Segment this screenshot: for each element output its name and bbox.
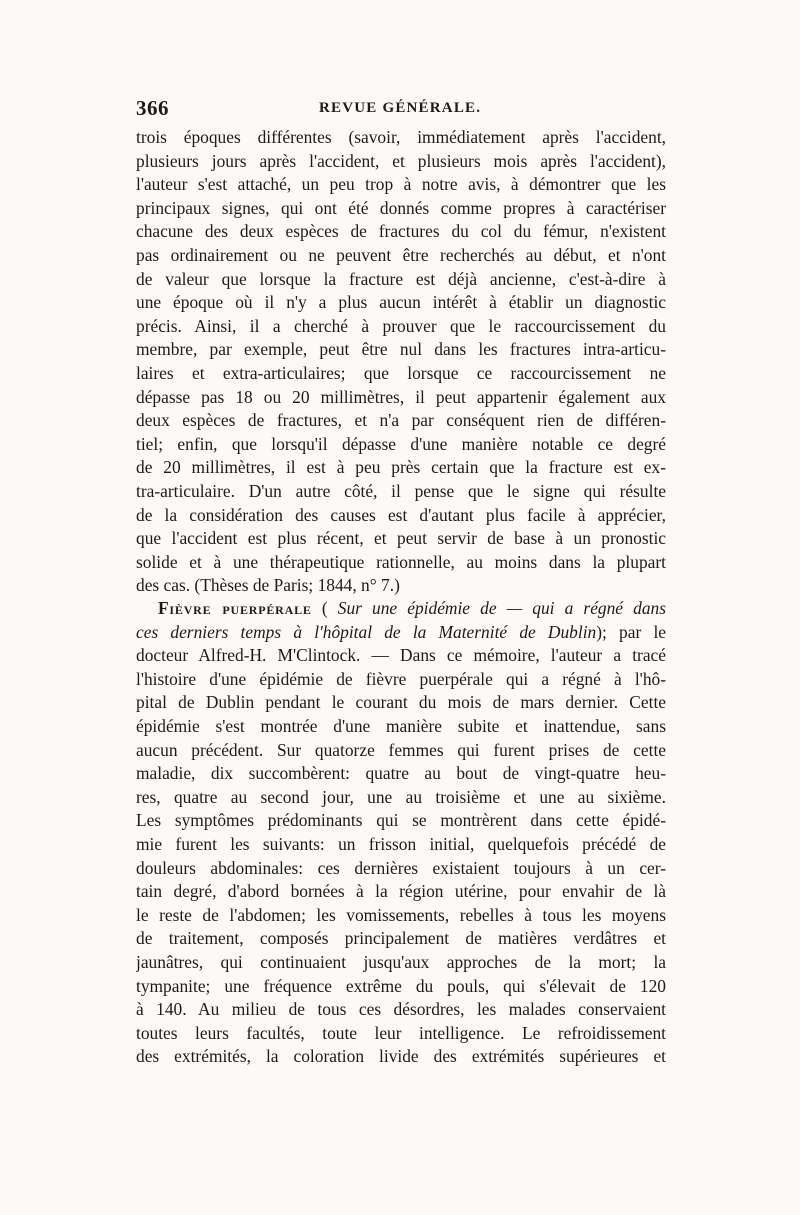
article-heading: Fièvre puerpérale: [158, 598, 312, 618]
text-line: l'auteur s'est attaché, un peu trop à notre avis, à démontrer que les: [136, 174, 666, 195]
text-line: trois époques différentes (savoir, immédiatement après l'accident,: [136, 127, 666, 147]
text-line: chacune des deux espèces de fractures du col du fémur, n'existent: [136, 221, 666, 242]
text-line: des cas. (Thèses de Paris; 1844, n° 7.): [136, 575, 400, 596]
paragraph-femur-fractures: [136, 126, 666, 598]
text-line: que l'accident est plus récent, et peut servir de base à un pronostic: [136, 528, 666, 549]
text-line: toutes leurs facultés, toute leur intelligence. Le refroidissement: [136, 1022, 666, 1043]
text-line: des extrémités, la coloration livide des extrémités supérieures et: [136, 1046, 666, 1067]
text-line: solide et à une thérapeutique rationnelle, au moins dans la plupart: [136, 551, 666, 572]
text-line: douleurs abdominales: ces dernières existaient toujours à un cer-: [136, 857, 666, 878]
text-line: maladie, dix succombèrent: quatre au bout de vingt-quatre heu-: [136, 763, 666, 784]
text-line: aucun précédent. Sur quatorze femmes qui furent prises de cette: [136, 739, 666, 760]
heading-paren: (: [311, 598, 338, 618]
paragraph-puerperal-fever: [136, 597, 666, 1069]
text-line: res, quatre au second jour, une au troisième et une au sixième.: [136, 786, 666, 807]
text-line: dépasse pas 18 ou 20 millimètres, il peut appartenir également aux: [136, 386, 666, 407]
text-line: le reste de l'abdomen; les vomissements, rebelles à tous les moyens: [136, 904, 666, 925]
running-header: [136, 96, 666, 126]
text-line: [136, 621, 666, 645]
article-subtitle: Sur une épidémie de — qui a régné dans: [337, 598, 666, 618]
text-line: à 140. Au milieu de tous ces désordres, les malades conservaient: [136, 999, 666, 1020]
text-line: tain degré, d'abord bornées à la région utérine, pour envahir de là: [136, 881, 666, 902]
text-line: pas ordinairement ou ne peuvent être recherchés au début, et n'ont: [136, 244, 666, 265]
text-line: pital de Dublin pendant le courant du mois de mars dernier. Cette: [136, 692, 666, 713]
text-line: de valeur que lorsque la fracture est déjà ancienne, c'est-à-dire à: [136, 268, 666, 289]
text-line: tiel; enfin, que lorsqu'il dépasse d'une manière notable ce degré: [136, 433, 666, 454]
text-line: principaux signes, qui ont été donnés comme propres à caractériser: [136, 197, 666, 218]
text-fragment: ); par le: [596, 621, 666, 642]
article-heading-line: [136, 597, 666, 621]
text-line: tra-articulaire. D'un autre côté, il pense que le signe qui résulte: [136, 480, 666, 501]
text-line: l'histoire d'une épidémie de fièvre puerpérale qui a régné à l'hô-: [136, 668, 666, 689]
text-line: tympanite; une fréquence extrême du pouls, qui s'élevait de 120: [136, 975, 666, 996]
journal-title: REVUE GÉNÉRALE.: [319, 100, 482, 116]
text-line: docteur Alfred-H. M'Clintock. — Dans ce mémoire, l'auteur a tracé: [136, 645, 666, 666]
text-line: deux espèces de fractures, et n'a par conséquent rien de différen-: [136, 410, 666, 431]
text-line: laires et extra-articulaires; que lorsque ce raccourcissement ne: [136, 362, 666, 383]
text-line: mie furent les suivants: un frisson initial, quelquefois précédé de: [136, 833, 666, 854]
text-line: plusieurs jours après l'accident, et plusieurs mois après l'accident),: [136, 150, 666, 171]
text-line: membre, par exemple, peut être nul dans les fractures intra-articu-: [136, 339, 666, 360]
text-line: précis. Ainsi, il a cherché à prouver que le raccourcissement du: [136, 315, 666, 336]
text-line: de traitement, composés principalement de matières verdâtres et: [136, 928, 666, 949]
page-number: 366: [136, 96, 169, 120]
text-line: de la considération des causes est d'autant plus facile à apprécier,: [136, 504, 666, 525]
text-line: jaunâtres, qui continuaient jusqu'aux approches de la mort; la: [136, 951, 666, 972]
text-line: Les symptômes prédominants qui se montrèrent dans cette épidé-: [136, 810, 666, 831]
text-line: de 20 millimètres, il est à peu près certain que la fracture est ex-: [136, 457, 666, 478]
text-line: une époque où il n'y a plus aucun intérêt à établir un diagnostic: [136, 292, 666, 313]
text-line: épidémie s'est montrée d'une manière subite et inattendue, sans: [136, 715, 666, 736]
article-subtitle-cont: ces derniers temps à l'hôpital de la Maternité de Dublin: [136, 621, 597, 642]
